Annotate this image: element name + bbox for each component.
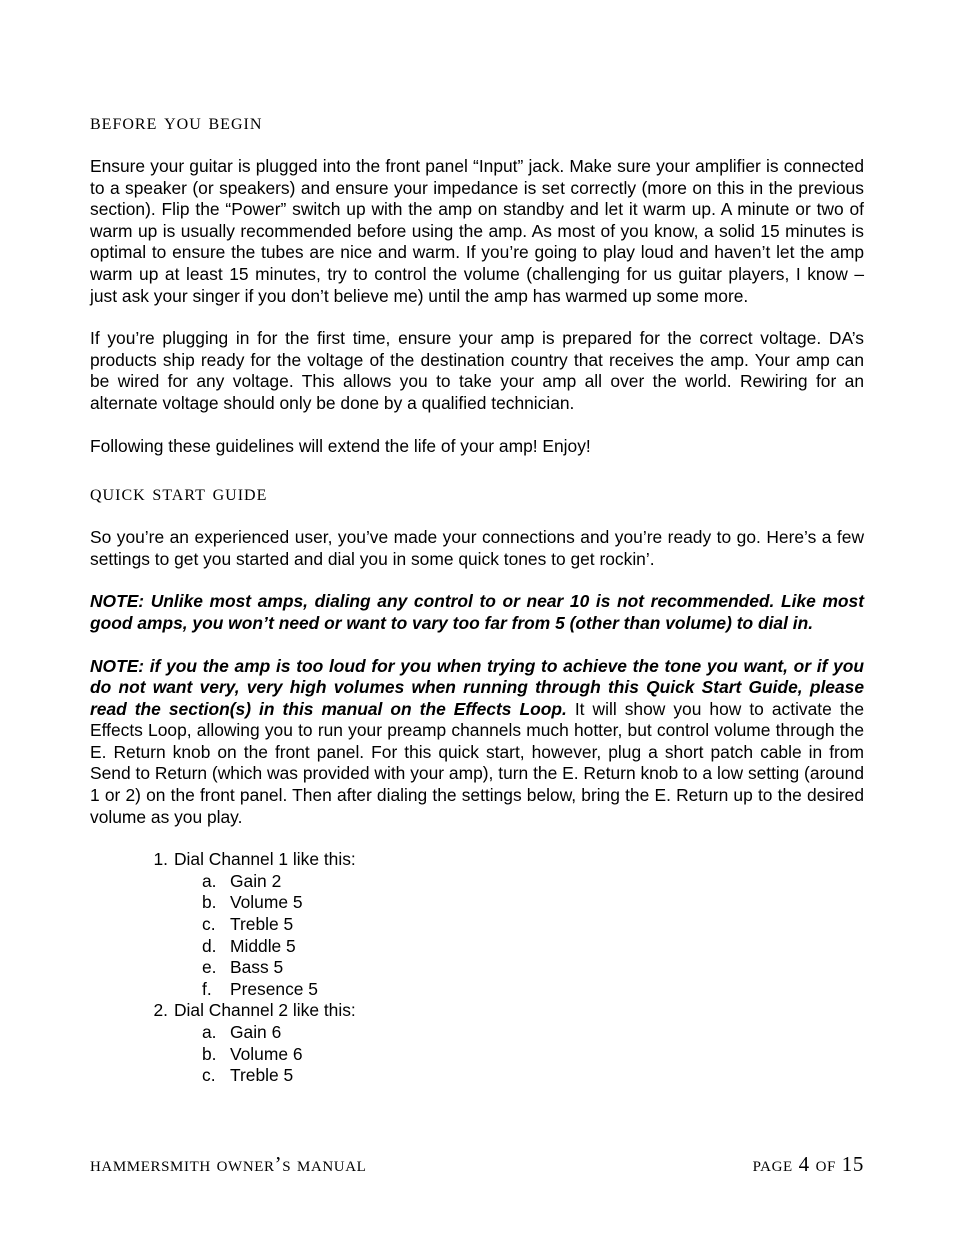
item-text: Presence 5 (230, 978, 318, 999)
paragraph-intro: So you’re an experienced user, you’ve made your connections and you’re ready to go. Here’s a few settings to get you started and dial you in some quick tones to get rockin’. (90, 527, 864, 569)
note-effects-loop-bold: NOTE: if you the amp is too loud for you when trying to achieve the tone you want, or if you do not want very, very high volumes when running through this Quick Start Guide, please read the section(s) in this manual on the Effects Loop. (90, 655, 864, 719)
item-letter: c. (202, 1065, 216, 1086)
item-text: Gain 6 (230, 1022, 282, 1042)
channel-1-settings (174, 871, 864, 1001)
item-text: Volume 5 (230, 892, 303, 913)
item-text: Volume 6 (230, 1043, 303, 1064)
paragraph-guidelines: Following these guidelines will extend the life of your amp! Enjoy! (90, 435, 591, 456)
list-item (202, 978, 864, 1001)
list-item (202, 892, 864, 914)
document-page (90, 108, 864, 1087)
paragraph-warmup: Ensure your guitar is plugged into the front panel “Input” jack. Make sure your amplifier is connected to a speaker (or speakers) and ensure your impedance is set correctly (more on this in the previous section). Flip the “Power” switch up with the amp on standby and let it warm up. A minute or two of warm up is usually recommended before using the amp. As most of you know, a solid 15 minutes is optimal to ensure the tubes are nice and warm. If you’re going to play loud and haven’t let the amp warm up at least 15 minutes, try to control the volume (challenging for us guitar players, I know – just ask your singer if you don’t believe me) until the amp has warmed up some more. (90, 156, 864, 306)
list-item (202, 935, 864, 958)
page-footer (90, 1152, 864, 1177)
item-letter: a. (202, 1022, 217, 1042)
item-letter: a. (202, 870, 217, 891)
step-label: Dial Channel 1 like this: (174, 849, 356, 870)
paragraph-voltage: If you’re plugging in for the first time, ensure your amp is prepared for the correct voltage. DA’s products ship ready for the voltage of the destination country that receives the amp. Your amp can be wired for any voltage. This allows you to take your amp all over the world. Rewiring for an alternate voltage should only be done by a qualified technician. (90, 328, 864, 413)
note-effects-loop-rest: It will show you how to activate the Effects Loop, allowing you to run your preamp channels much hotter, but control volume through the E. Return knob on the front panel. For this quick start, however, plug a short patch cable in from Send to Return (which was provided with your amp), turn the E. Return knob to a low setting (around 1 or 2) on the front panel. Then after dialing the settings below, bring the E. Return up to the desired volume as you play. (90, 698, 865, 827)
item-text: Treble 5 (230, 914, 294, 935)
list-item (202, 1065, 864, 1087)
list-item (202, 957, 864, 979)
item-letter: f. (202, 978, 212, 999)
item-letter: b. (202, 892, 217, 913)
step-channel-1 (153, 849, 864, 1000)
item-text: Gain 2 (230, 870, 282, 891)
list-item (202, 1043, 864, 1066)
item-letter: b. (202, 1043, 217, 1064)
item-text: Middle 5 (230, 935, 296, 956)
section-heading-quick-start: quick start guide (90, 480, 268, 506)
footer-manual-title: hammersmith owner’s manual (90, 1152, 367, 1176)
channel-2-settings (174, 1022, 864, 1087)
step-channel-2 (153, 1000, 864, 1086)
note-control-levels: NOTE: Unlike most amps, dialing any control to or near 10 is not recommended. Like most good amps, you won’t need or want to vary too far from 5 (other than volume) to dial in. (90, 591, 864, 633)
item-text: Treble 5 (230, 1065, 294, 1086)
item-text: Bass 5 (230, 957, 284, 978)
item-letter: d. (202, 935, 217, 956)
quick-start-steps (90, 849, 864, 1087)
section-heading-before-you-begin: before you begin (90, 109, 263, 134)
step-number: 2. (153, 1000, 168, 1021)
step-label: Dial Channel 2 like this: (174, 1000, 356, 1021)
step-number: 1. (153, 849, 168, 870)
item-letter: e. (202, 957, 217, 978)
footer-page-number: page 4 of 15 (752, 1152, 864, 1176)
list-item (202, 914, 864, 936)
note-effects-loop (90, 656, 864, 829)
list-item (202, 870, 864, 893)
list-item (202, 1022, 864, 1044)
item-letter: c. (202, 914, 216, 935)
